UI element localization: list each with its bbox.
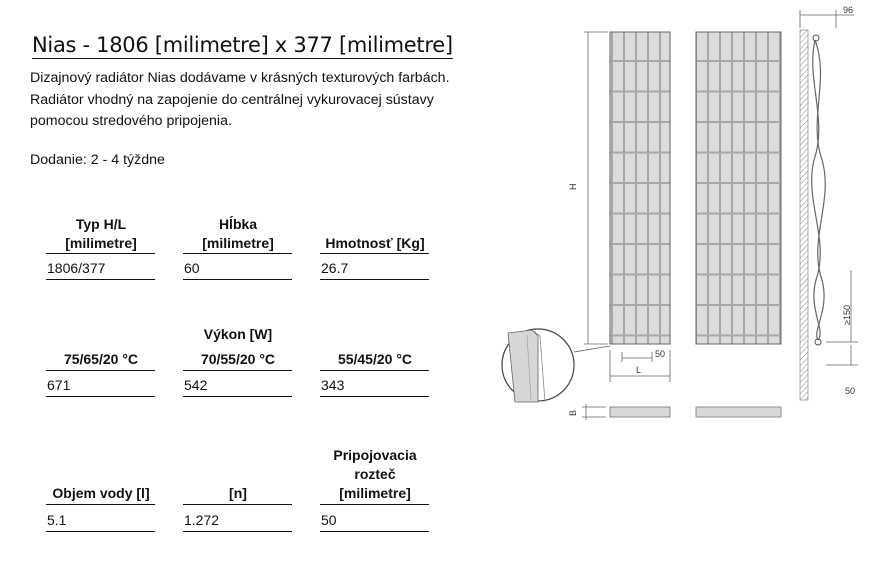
header-temp-75: 75/65/20 °C [63, 351, 139, 367]
value-exponent: 1.272 [184, 512, 220, 528]
value-connection: 50 [321, 512, 337, 528]
header-temp-70: 70/55/20 °C [200, 351, 276, 367]
header-depth: Hĺbka [milimetre] [202, 216, 274, 251]
label-depth: B [568, 409, 578, 416]
value-output-55: 343 [321, 377, 345, 393]
value-type: 1806/377 [47, 260, 106, 276]
technical-drawing [490, 0, 889, 460]
header-temp-55: 55/45/20 °C [337, 351, 413, 367]
label-length: L [636, 365, 642, 375]
page-title: Nias - 1806 [milimetre] x 377 [milimetre] [32, 33, 453, 57]
top-view-rear [696, 407, 781, 417]
product-description: Dizajnový radiátor Nias dodávame v krásných texturových farbách. Radiátor vhodný na zapojenie do centrálnej vykurovacej sústavy pomocou stredového pripojenia. [30, 70, 450, 129]
label-width-total: 96 [843, 5, 854, 15]
radiator-side-view [800, 30, 825, 400]
label-spacing: 50 [655, 349, 666, 359]
label-connection-height: ≥150 [842, 305, 852, 325]
label-height: H [568, 183, 578, 190]
header-weight: Hmotnosť [Kg] [325, 235, 425, 251]
output-group-label: Výkon [W] [203, 326, 273, 342]
radiator-front-view [610, 32, 670, 344]
radiator-rear-view [696, 32, 781, 344]
delivery-time: Dodanie: 2 - 4 týždne [30, 152, 165, 168]
value-output-70: 542 [184, 377, 208, 393]
header-connection: Pripojovacia rozteč [milimetre] [333, 447, 417, 501]
header-water-volume: Objem vody [l] [52, 485, 150, 501]
value-weight: 26.7 [321, 260, 349, 276]
value-water-volume: 5.1 [47, 512, 67, 528]
header-type: Typ H/L [milimetre] [65, 216, 137, 251]
label-wall-offset: 50 [845, 386, 856, 396]
value-depth: 60 [184, 260, 200, 276]
value-output-75: 671 [47, 377, 71, 393]
top-view-front [610, 407, 670, 417]
detail-circle [502, 329, 574, 402]
header-exponent: [n] [229, 485, 247, 501]
